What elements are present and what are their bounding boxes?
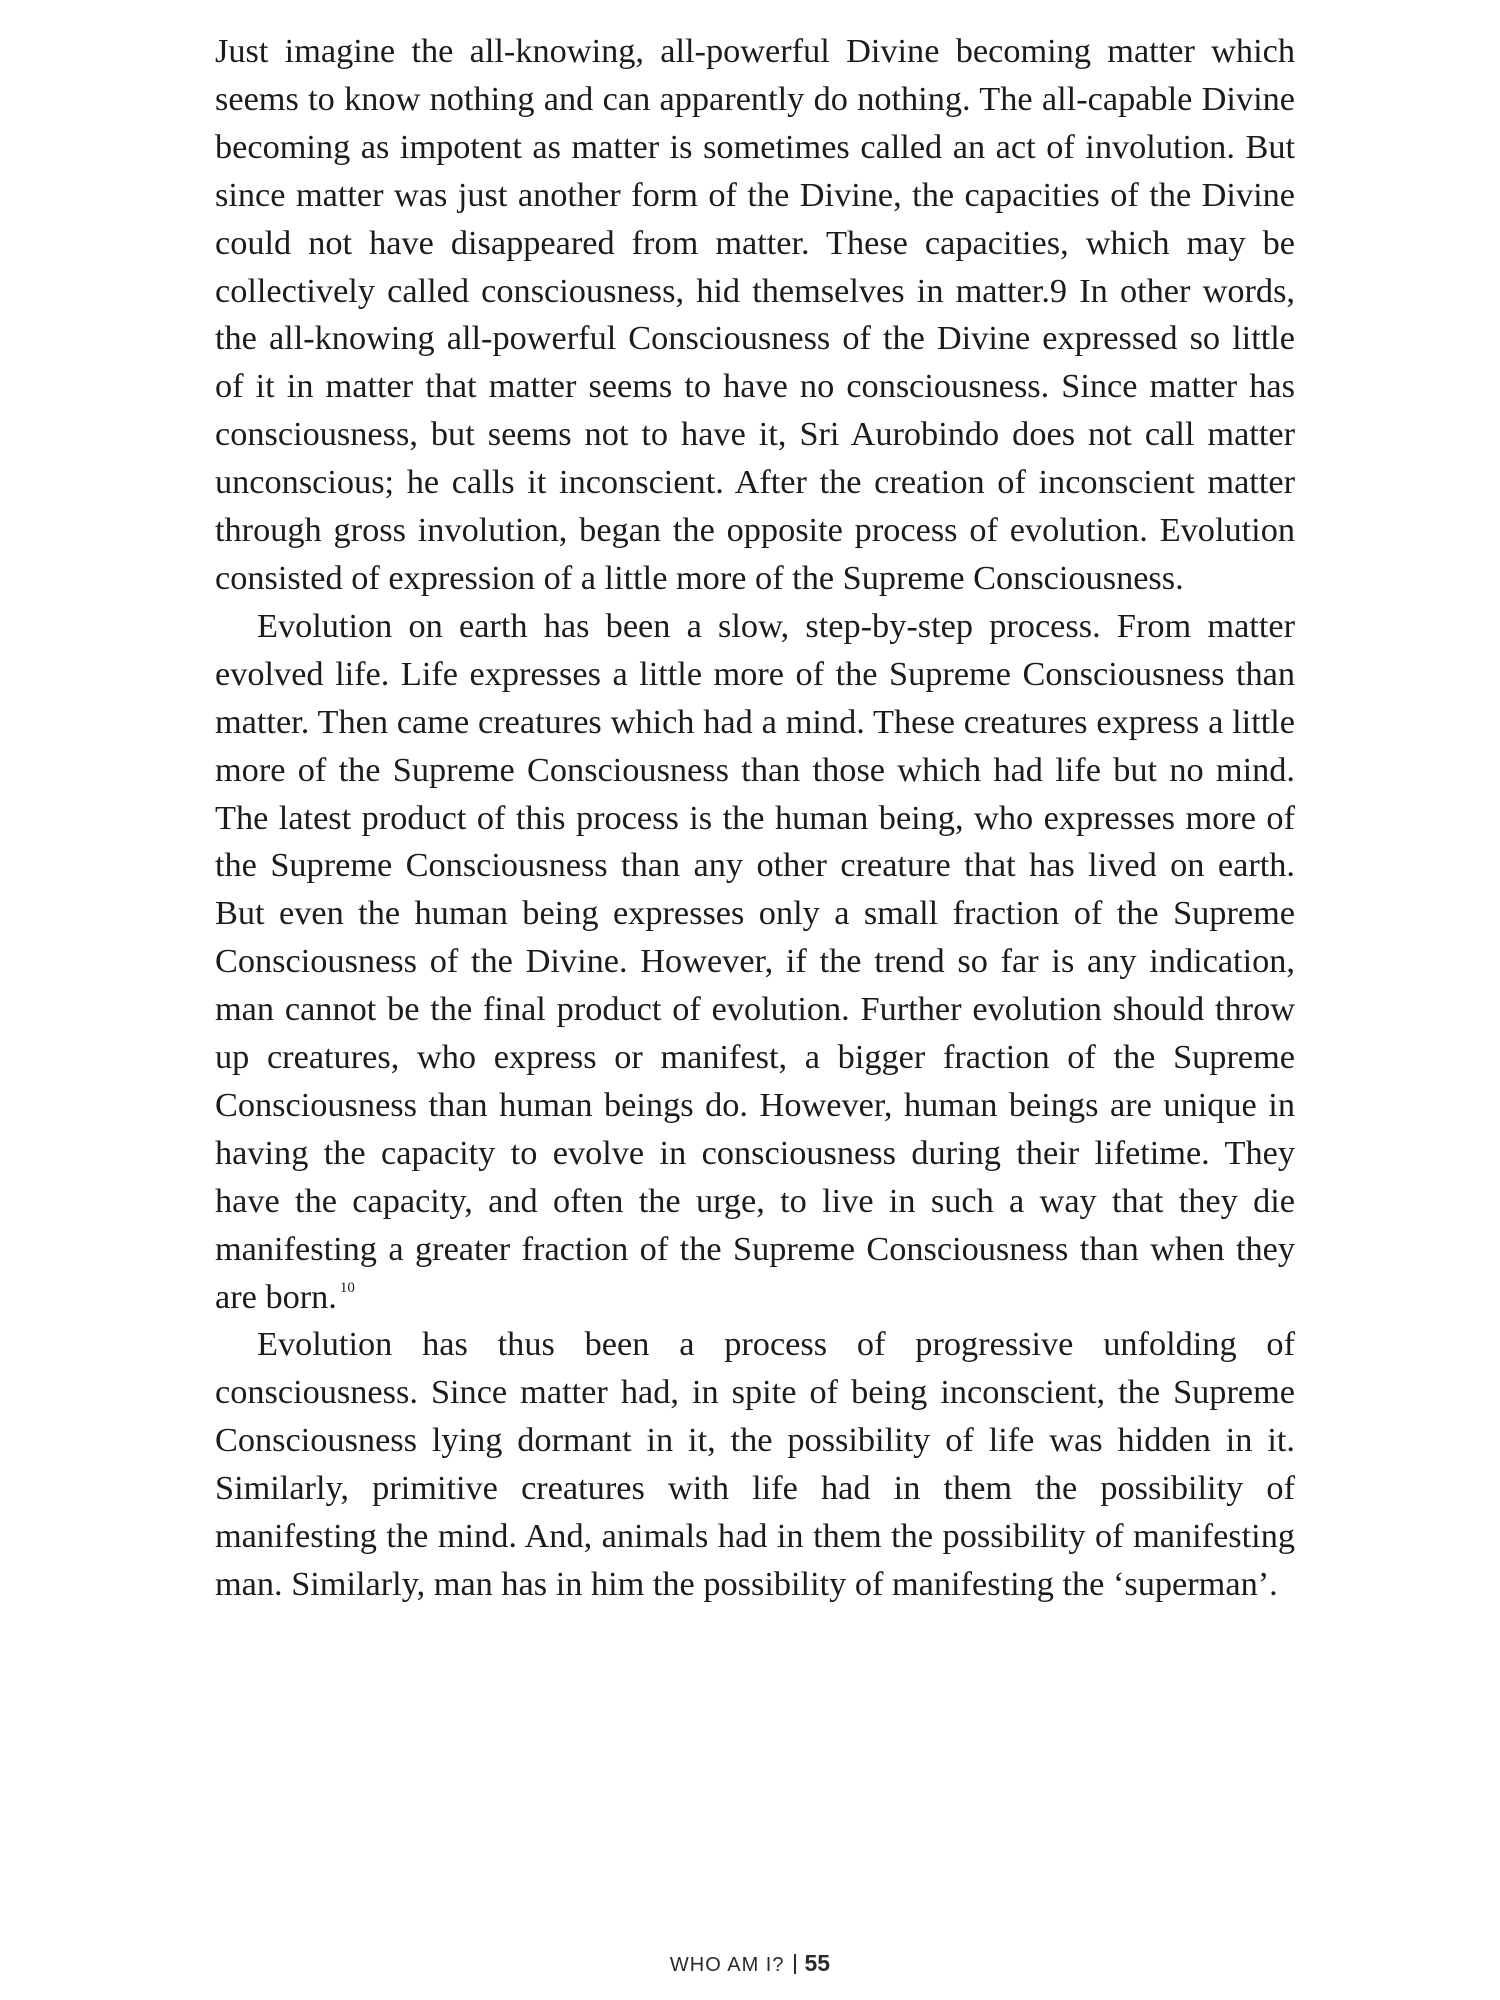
footnote-marker: 10 <box>339 1279 355 1296</box>
paragraph-unfolding-consciousness <box>215 1321 1295 1608</box>
page-body <box>215 28 1295 1609</box>
page-footer <box>0 1950 1500 1977</box>
page-number: 55 <box>804 1950 831 1976</box>
paragraph-text: Evolution has thus been a process of progressive unfolding of consciousness. Since matter had, in spite of being inconscient, the Supreme Consciousness lying dormant in it, the possibility of life was hidden in it. Similarly, primitive creatures with life had in them the possibility of manifesting the mind. And, animals had in them the possibility of manifesting man. Similarly, man has in him the possibility of manifesting the ‘superman’. <box>215 1325 1295 1603</box>
paragraph-text: Evolution on earth has been a slow, step-by-step process. From matter evolved life. Life expresses a little more of the Supreme Consciousness than matter. Then came creatures which had a mind. These creatures express a little more of the Supreme Consciousness than those which had life but no mind. The latest product of this process is the human being, who expresses more of the Supreme Consciousness than any other creature that has lived on earth. But even the human being expresses only a small fraction of the Supreme Consciousness of the Divine. However, if the trend so far is any indication, man cannot be the final product of evolution. Further evolution should throw up creatures, who express or manifest, a bigger fraction of the Supreme Consciousness than human beings do. However, human beings are unique in having the capacity to evolve in consciousness during their lifetime. They have the capacity, and often the urge, to live in such a way that they die manifesting a greater fraction of the Supreme Consciousness than when they are born. <box>215 606 1295 1316</box>
footer-divider <box>794 1954 796 1974</box>
running-title: WHO AM I? <box>669 1954 785 1976</box>
paragraph-text: Just imagine the all-knowing, all-powerful Divine becoming matter which seems to know nothing and can apparently do nothing. The all-capable Divine becoming as impotent as matter is sometimes called an act of involution. But since matter was just another form of the Divine, the capacities of the Divine could not have disappeared from matter. These capacities, which may be collectively called consciousness, hid themselves in matter.9 In other words, the all-knowing all-powerful Consciousness of the Divine expressed so little of it in matter that matter seems to have no consciousness. Since matter has consciousness, but seems not to have it, Sri Aurobindo does not call matter unconscious; he calls it inconscient. After the creation of inconscient matter through gross involution, began the opposite process of evolution. Evolution consisted of expression of a little more of the Supreme Consciousness. <box>215 32 1295 597</box>
paragraph-evolution-steps <box>215 603 1295 1322</box>
paragraph-involution <box>215 28 1295 603</box>
